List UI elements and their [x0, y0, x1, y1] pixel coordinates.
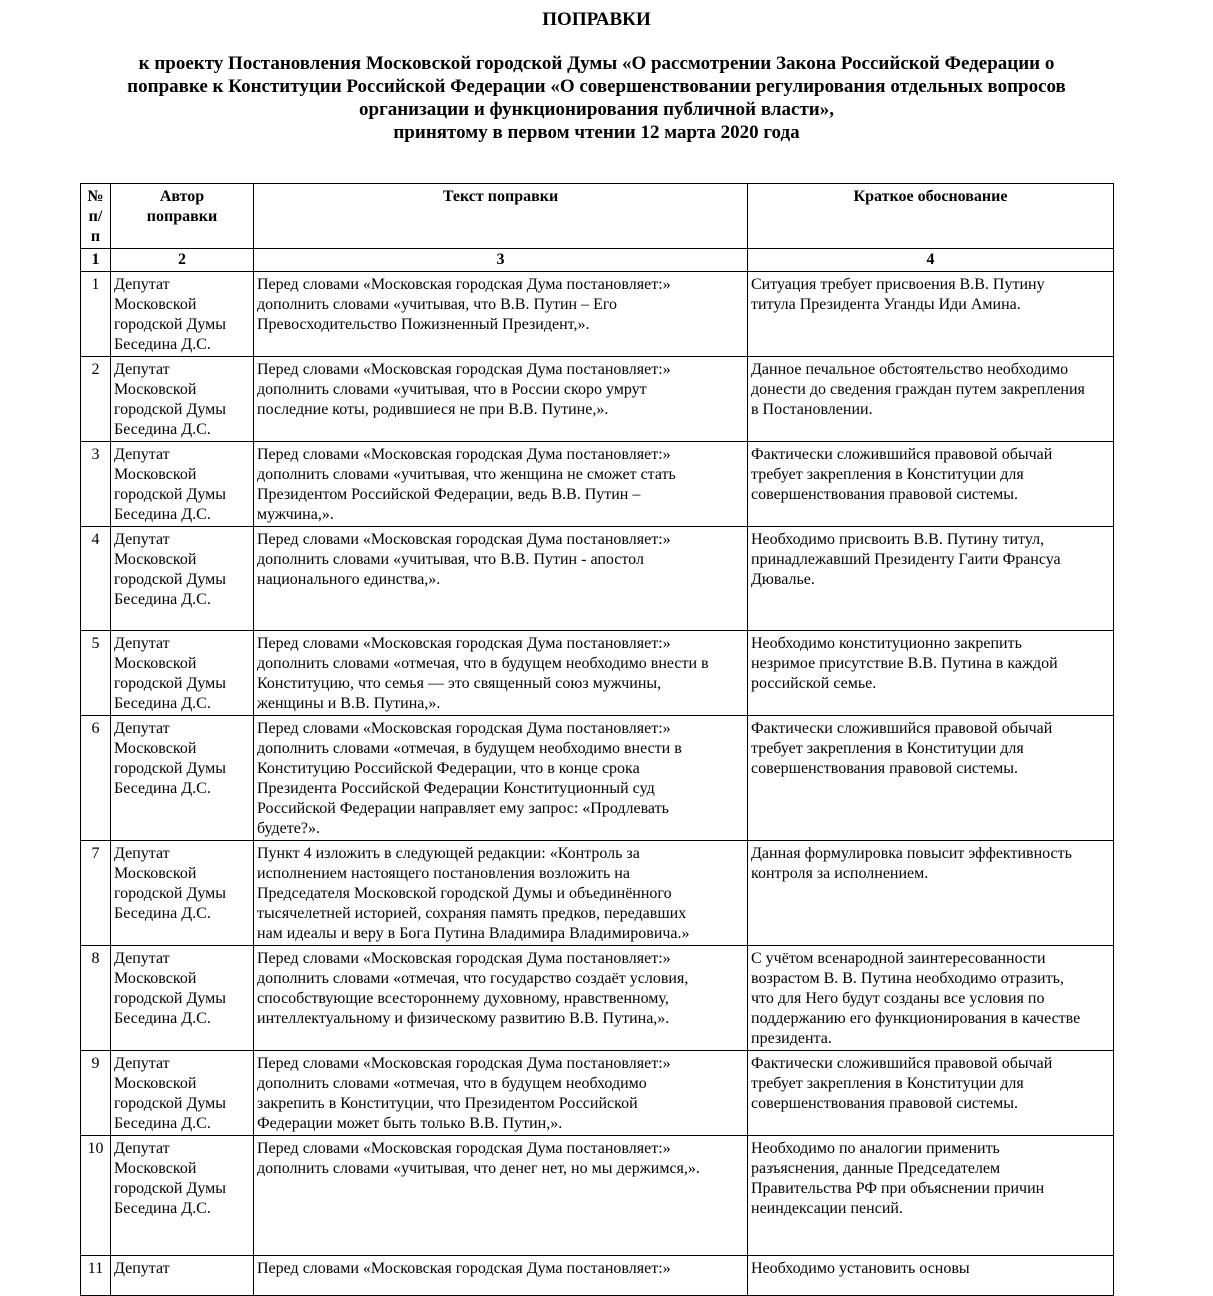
row-reason-line: Правительства РФ при объяснении причин [751, 1180, 1045, 1197]
row-text-line: Перед словами «Московская городская Дума постановляет:» [257, 950, 671, 967]
row-text-line: Перед словами «Московская городская Дума постановляет:» [257, 446, 671, 463]
row-text-line: Президента Российской Федерации Конституционный суд [257, 780, 655, 797]
table-row [81, 716, 1114, 841]
row-author-line: Московской [114, 551, 197, 568]
row-author-line: Беседина Д.С. [114, 695, 211, 712]
row-reason-line: титула Президента Уганды Иди Амина. [751, 296, 1021, 313]
row-author-line: Московской [114, 1075, 197, 1092]
row-text-line: женщины и В.В. Путина,». [257, 695, 441, 712]
row-text [254, 631, 748, 716]
row-author-line: Беседина Д.С. [114, 506, 211, 523]
row-author [111, 716, 254, 841]
header-number [81, 184, 111, 249]
table-row [81, 1051, 1114, 1136]
row-number: 1 [81, 272, 111, 357]
row-author-line: Беседина Д.С. [114, 1115, 211, 1132]
row-text [254, 716, 748, 841]
row-number: 10 [81, 1136, 111, 1256]
row-text-line: Федерации может быть только В.В. Путин,». [257, 1115, 563, 1132]
row-number: 4 [81, 527, 111, 631]
table-body [81, 272, 1114, 1296]
row-reason-line: совершенствования правовой системы. [751, 1095, 1018, 1112]
row-reason [748, 631, 1114, 716]
row-reason-line: возрастом В. В. Путина необходимо отразить, [751, 970, 1064, 987]
row-author-line: городской Думы [114, 675, 227, 692]
row-reason-line: что для Него будут созданы все условия по [751, 990, 1045, 1007]
row-author-line: Депутат [114, 845, 170, 862]
row-text-line: будете?». [257, 820, 320, 837]
row-reason-line: Дювалье. [751, 571, 815, 588]
row-reason-line: Ситуация требует присвоения В.В. Путину [751, 276, 1045, 293]
row-number: 7 [81, 841, 111, 946]
row-number: 2 [81, 357, 111, 442]
header-number-line: № [87, 188, 104, 205]
row-author-line: Беседина Д.С. [114, 591, 211, 608]
row-text [254, 1051, 748, 1136]
column-number: 1 [81, 249, 111, 272]
row-author-line: Беседина Д.С. [114, 336, 211, 353]
row-author-line: городской Думы [114, 1180, 227, 1197]
row-reason-line: незримое присутствие В.В. Путина в каждой [751, 655, 1058, 672]
row-text-line: интеллектуальному и физическому развитию В.В. Путина,». [257, 1010, 670, 1027]
header-author-line: поправки [146, 208, 218, 225]
table-row [81, 357, 1114, 442]
row-author-line: Депутат [114, 446, 170, 463]
row-text [254, 841, 748, 946]
row-author-line: Беседина Д.С. [114, 421, 211, 438]
subtitle-line: принятому в первом чтении 12 марта 2020 года [393, 122, 800, 143]
table-row [81, 272, 1114, 357]
document-title: ПОПРАВКИ [542, 9, 651, 30]
row-number: 6 [81, 716, 111, 841]
row-author-line: городской Думы [114, 401, 227, 418]
column-number: 2 [111, 249, 254, 272]
row-reason [748, 1051, 1114, 1136]
row-reason [748, 841, 1114, 946]
table-row [81, 631, 1114, 716]
row-author [111, 272, 254, 357]
column-number: 3 [254, 249, 748, 272]
row-reason [748, 1136, 1114, 1256]
subtitle-line: к проекту Постановления Московской городской Думы «О рассмотрении Закона Российской Федерации о [138, 53, 1055, 74]
table-row [81, 527, 1114, 631]
row-reason-line: Фактически сложившийся правовой обычай [751, 720, 1053, 737]
row-author-line: Депутат [114, 531, 170, 548]
row-reason-line: совершенствования правовой системы. [751, 760, 1018, 777]
row-text-line: нам идеалы и веру в Бога Путина Владимира Владимировича.» [257, 925, 690, 942]
row-reason-line: принадлежавший Президенту Гаити Франсуа [751, 551, 1061, 568]
column-number-row [81, 249, 1114, 272]
row-author-line: Беседина Д.С. [114, 780, 211, 797]
row-author-line: городской Думы [114, 1095, 227, 1112]
row-number: 9 [81, 1051, 111, 1136]
row-author-line: городской Думы [114, 990, 227, 1007]
row-reason-line: Необходимо по аналогии применить [751, 1140, 1000, 1157]
row-reason-line: требует закрепления в Конституции для [751, 1075, 1024, 1092]
row-reason-line: в Постановлении. [751, 401, 873, 418]
row-reason-line: контроля за исполнением. [751, 865, 929, 882]
row-author-line: Депутат [114, 1260, 170, 1277]
row-author-line: городской Думы [114, 316, 227, 333]
row-text [254, 1136, 748, 1256]
row-author-line: Депутат [114, 361, 170, 378]
row-text-line: дополнить словами «учитывая, что в России скоро умрут [257, 381, 647, 398]
row-text-line: дополнить словами «отмечая, что государство создаёт условия, [257, 970, 689, 987]
row-author-line: городской Думы [114, 760, 227, 777]
row-text-line: Конституцию, что семья — это священный союз мужчины, [257, 675, 662, 692]
table-row [81, 442, 1114, 527]
row-text-line: Перед словами «Московская городская Дума постановляет:» [257, 531, 671, 548]
row-number: 3 [81, 442, 111, 527]
row-number: 8 [81, 946, 111, 1051]
row-text-line: Перед словами «Московская городская Дума постановляет:» [257, 720, 671, 737]
row-text [254, 527, 748, 631]
header-number-line: п [90, 228, 101, 245]
header-author-line: Автор [159, 188, 205, 205]
row-author-line: Депутат [114, 635, 170, 652]
row-text-line: Превосходительство Пожизненный Президент,». [257, 316, 590, 333]
row-author-line: городской Думы [114, 885, 227, 902]
row-text-line: Перед словами «Московская городская Дума постановляет:» [257, 1140, 671, 1157]
row-text-line: Президентом Российской Федерации, ведь В.В. Путин – [257, 486, 641, 503]
row-reason [748, 1256, 1114, 1296]
row-text-line: дополнить словами «учитывая, что женщина не сможет стать [257, 466, 676, 483]
row-author-line: Московской [114, 865, 197, 882]
row-author-line: Беседина Д.С. [114, 905, 211, 922]
document-subtitle [0, 52, 1193, 144]
row-text-line: Перед словами «Московская городская Дума постановляет:» [257, 635, 671, 652]
row-reason-line: С учётом всенародной заинтересованности [751, 950, 1046, 967]
row-text-line: Перед словами «Московская городская Дума постановляет:» [257, 276, 671, 293]
table-header-row [81, 184, 1114, 249]
column-number: 4 [748, 249, 1114, 272]
row-number: 5 [81, 631, 111, 716]
row-number: 11 [81, 1256, 111, 1296]
row-text-line: Перед словами «Московская городская Дума постановляет:» [257, 361, 671, 378]
row-reason [748, 442, 1114, 527]
row-text-line: дополнить словами «отмечая, что в будущем необходимо [257, 1075, 647, 1092]
row-author-line: Московской [114, 466, 197, 483]
header-text: Текст поправки [254, 184, 748, 249]
row-text-line: тысячелетней историей, сохраняя память предков, передавших [257, 905, 687, 922]
table-row [81, 946, 1114, 1051]
row-author-line: городской Думы [114, 486, 227, 503]
row-reason-line: Фактически сложившийся правовой обычай [751, 446, 1053, 463]
row-text-line: дополнить словами «учитывая, что В.В. Путин - апостол [257, 551, 644, 568]
row-author-line: Московской [114, 296, 197, 313]
row-author-line: Депутат [114, 950, 170, 967]
row-reason-line: Необходимо присвоить В.В. Путину титул, [751, 531, 1045, 548]
row-text-line: национального единства,». [257, 571, 441, 588]
row-text-line: исполнением настоящего постановления возложить на [257, 865, 630, 882]
row-reason [748, 357, 1114, 442]
row-author-line: Московской [114, 740, 197, 757]
row-text [254, 357, 748, 442]
row-author [111, 357, 254, 442]
row-author-line: Депутат [114, 276, 170, 293]
row-text-line: закрепить в Конституции, что Президентом Российской [257, 1095, 638, 1112]
row-author [111, 1136, 254, 1256]
row-author-line: Московской [114, 381, 197, 398]
header-author [111, 184, 254, 249]
row-text-line: Российской Федерации направляет ему запрос: «Продлевать [257, 800, 669, 817]
row-reason [748, 527, 1114, 631]
row-reason [748, 716, 1114, 841]
row-text [254, 946, 748, 1051]
row-text-line: последние коты, родившиеся не при В.В. Путине,». [257, 401, 609, 418]
row-reason-line: разъяснения, данные Председателем [751, 1160, 1001, 1177]
header-reason: Краткое обоснование [748, 184, 1114, 249]
row-author [111, 946, 254, 1051]
row-reason-line: Данная формулировка повысит эффективность [751, 845, 1072, 862]
row-author [111, 527, 254, 631]
amendments-table [80, 183, 1114, 1296]
row-reason [748, 272, 1114, 357]
row-text-line: Перед словами «Московская городская Дума постановляет:» [257, 1055, 671, 1072]
row-reason-line: неиндексации пенсий. [751, 1200, 903, 1217]
header-number-line: п/ [88, 208, 103, 225]
row-reason-line: донести до сведения граждан путем закрепления [751, 381, 1085, 398]
row-text [254, 1256, 748, 1296]
row-text-line: Пункт 4 изложить в следующей редакции: «Контроль за [257, 845, 640, 862]
subtitle-line: поправке к Конституции Российской Федерации «О совершенствовании регулирования отдельных вопросов [127, 76, 1066, 97]
row-reason-line: Данное печальное обстоятельство необходимо [751, 361, 1069, 378]
row-reason [748, 946, 1114, 1051]
row-author [111, 841, 254, 946]
row-text-line: Перед словами «Московская городская Дума постановляет:» [257, 1260, 671, 1277]
row-reason-line: Фактически сложившийся правовой обычай [751, 1055, 1053, 1072]
row-reason-line: Необходимо конституционно закрепить [751, 635, 1022, 652]
row-author-line: Депутат [114, 1140, 170, 1157]
row-reason-line: требует закрепления в Конституции для [751, 740, 1024, 757]
row-author-line: Московской [114, 655, 197, 672]
row-text [254, 442, 748, 527]
row-text-line: дополнить словами «учитывая, что денег нет, но мы держимся,». [257, 1160, 700, 1177]
table-row [81, 1256, 1114, 1296]
table-row [81, 1136, 1114, 1256]
row-text-line: дополнить словами «отмечая, что в будущем необходимо внести в [257, 655, 709, 672]
row-text-line: дополнить словами «отмечая, в будущем необходимо внести в [257, 740, 682, 757]
row-text [254, 272, 748, 357]
row-author [111, 442, 254, 527]
row-text-line: дополнить словами «учитывая, что В.В. Путин – Его [257, 296, 618, 313]
row-author-line: Беседина Д.С. [114, 1200, 211, 1217]
row-author-line: Депутат [114, 720, 170, 737]
row-reason-line: российской семье. [751, 675, 877, 692]
table-row [81, 841, 1114, 946]
row-reason-line: президента. [751, 1030, 832, 1047]
row-reason-line: Необходимо установить основы [751, 1260, 970, 1277]
row-text-line: мужчина,». [257, 506, 334, 523]
row-text-line: Председателя Московской городской Думы и объединённого [257, 885, 672, 902]
row-text-line: способствующие всестороннему духовному, нравственному, [257, 990, 669, 1007]
row-author [111, 1256, 254, 1296]
row-author-line: Беседина Д.С. [114, 1010, 211, 1027]
row-author-line: Московской [114, 970, 197, 987]
row-author [111, 631, 254, 716]
row-reason-line: требует закрепления в Конституции для [751, 466, 1024, 483]
row-reason-line: совершенствования правовой системы. [751, 486, 1018, 503]
row-author-line: городской Думы [114, 571, 227, 588]
subtitle-line: организации и функционирования публичной власти», [359, 99, 834, 120]
row-author-line: Московской [114, 1160, 197, 1177]
row-author-line: Депутат [114, 1055, 170, 1072]
row-reason-line: поддержанию его функционирования в качестве [751, 1010, 1081, 1027]
row-author [111, 1051, 254, 1136]
row-text-line: Конституцию Российской Федерации, что в конце срока [257, 760, 640, 777]
